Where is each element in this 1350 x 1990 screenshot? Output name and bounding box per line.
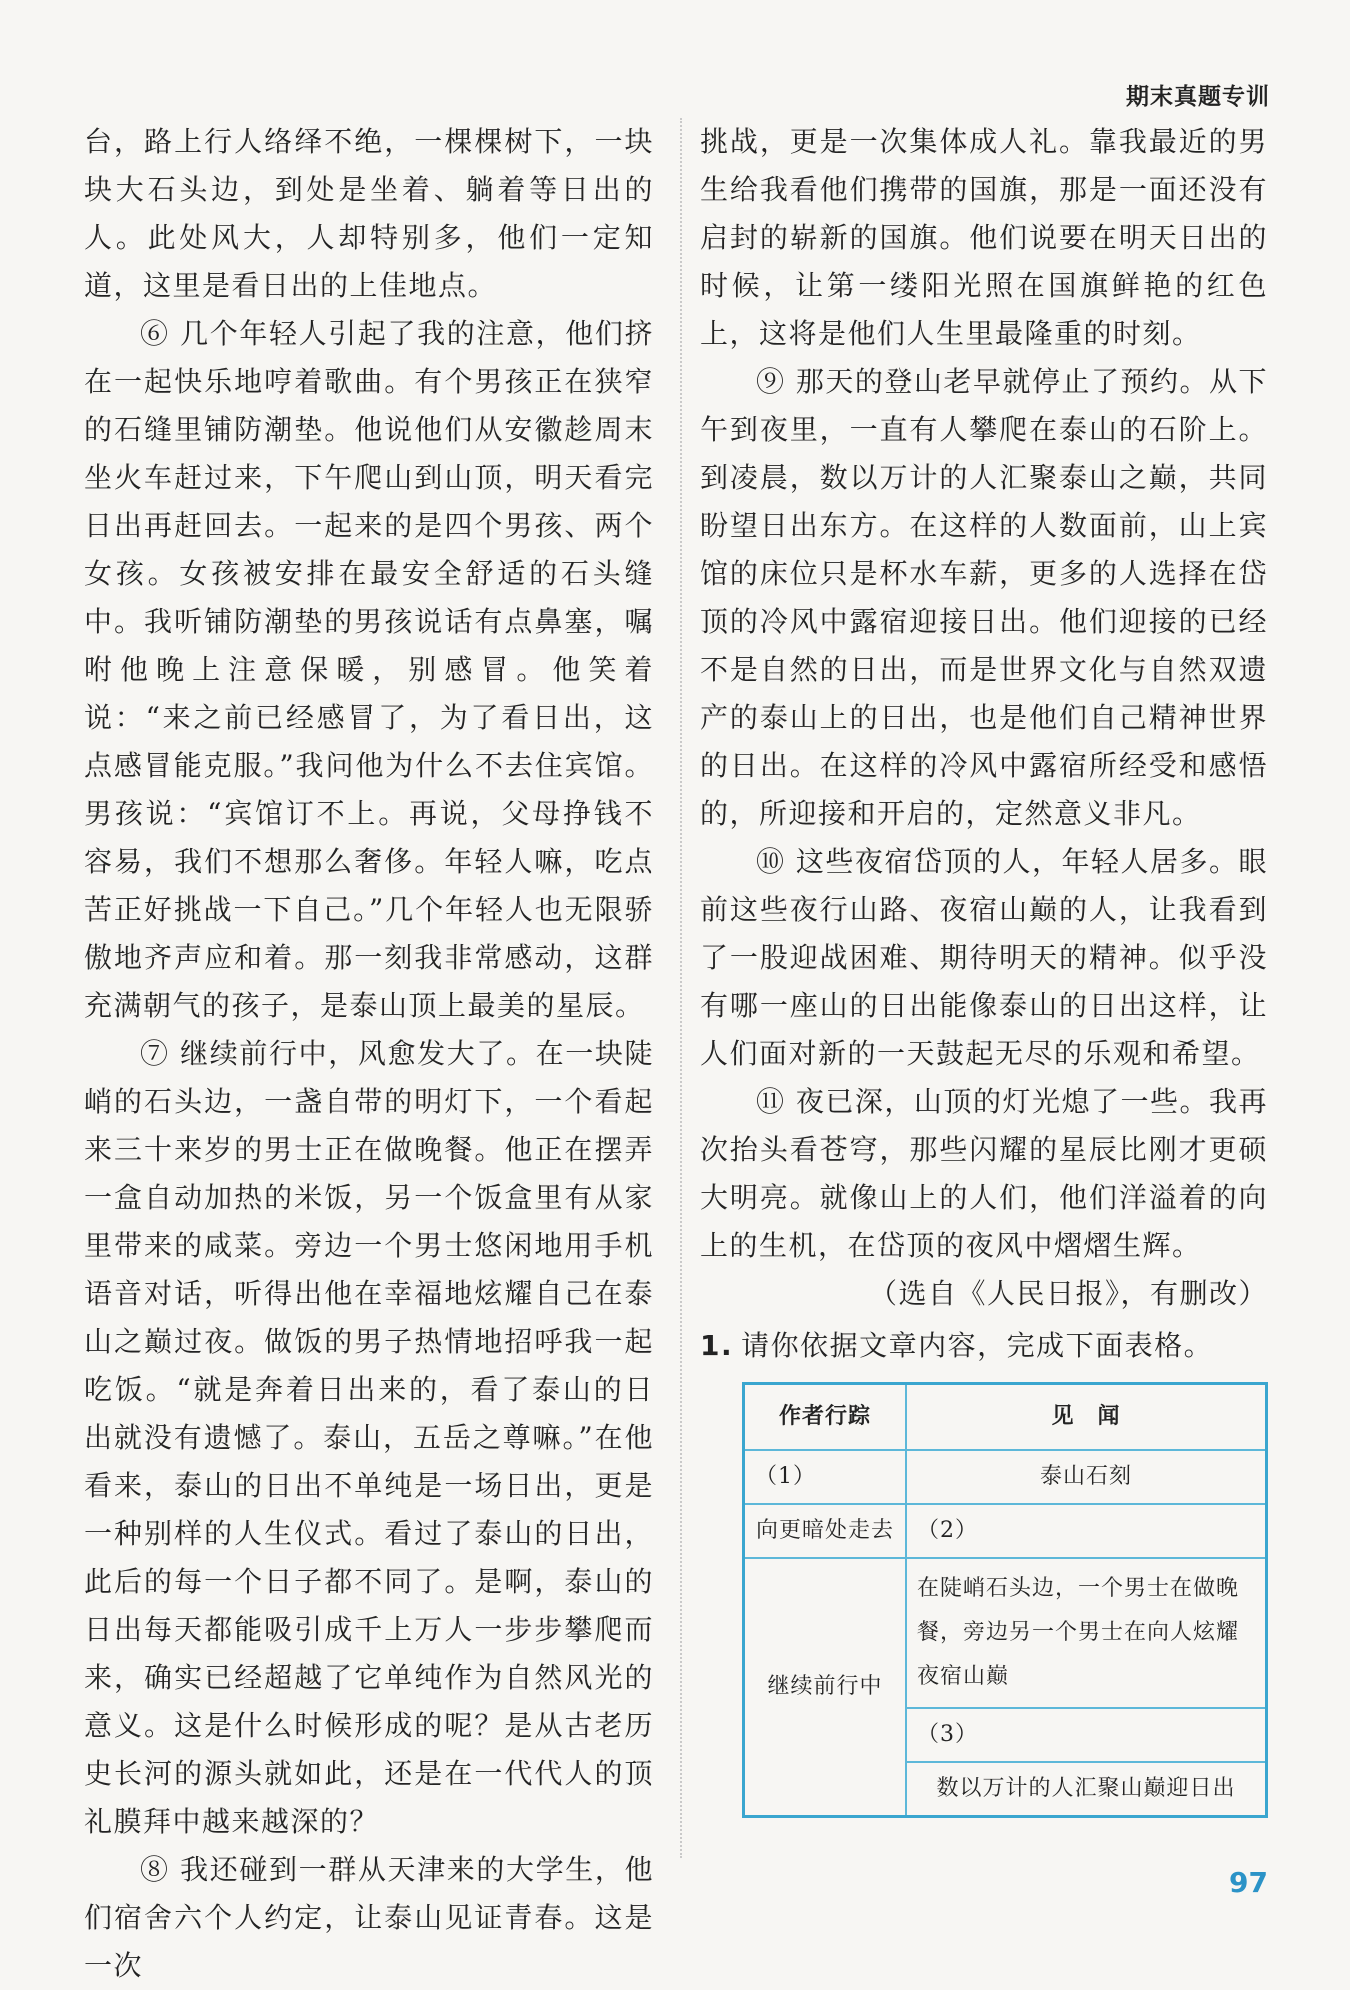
paragraph-7: ⑦ 继续前行中，风愈发大了。在一块陡峭的石头边，一盏自带的明灯下，一个看起来三十来岁的男士正在做晚餐。他正在摆弄一盒自动加热的米饭，另一个饭盒里有从家里带来的咸菜。旁边一个男士悠闲地用手机语音对话，听得出他在幸福地炫耀自己在泰山之巅过夜。做饭的男子热情地招呼我一起吃饭。“就是奔着日出来的，看了泰山的日出就没有遗憾了。泰山，五岳之尊嘛。”在他看来，泰山的日出不单纯是一场日出，更是一种别样的人生仪式。看过了泰山的日出，此后的每一个日子都不同了。是啊，泰山的日出每天都能吸引成千上万人一步步攀爬而来，确实已经超越了它单纯作为自然风光的意义。这是什么时候形成的呢？是从古老历史长河的源头就如此，还是在一代代人的顶礼膜拜中越来越深的？ — [84, 1037, 654, 1838]
paragraph-6: ⑥ 几个年轻人引起了我的注意，他们挤在一起快乐地哼着歌曲。有个男孩正在狭窄的石缝里铺防潮垫。他说他们从安徽趁周末坐火车赶过来，下午爬山到山顶，明天看完日出再赶回去。一起来的是四个男孩、两个女孩。女孩被安排在最安全舒适的石头缝中。我听铺防潮垫的男孩说话有点鼻塞，嘱咐他晚上注意保暖，别感冒。他笑着说：“来之前已经感冒了，为了看日出，这点感冒能克服。”我问他为什么不去住宾馆。男孩说：“宾馆订不上。再说，父母挣钱不容易，我们不想那么奢侈。年轻人嘛，吃点苦正好挑战一下自己。”几个年轻人也无限骄傲地齐声应和着。那一刻我非常感动，这群充满朝气的孩子，是泰山顶上最美的星辰。 — [84, 317, 654, 1022]
table-cell: 向更暗处走去 — [744, 1504, 907, 1558]
table-cell: 数以万计的人汇聚山巅迎日出 — [906, 1762, 1267, 1817]
question-1 — [700, 1322, 1268, 1370]
table-row — [744, 1558, 1267, 1708]
answer-table — [742, 1382, 1268, 1818]
table-row — [744, 1504, 1267, 1558]
question-number: 1. — [700, 1329, 734, 1362]
paragraph-cont: 台，路上行人络绎不绝，一棵棵树下，一块块大石头边，到处是坐着、躺着等日出的人。此处风大，人却特别多，他们一定知道，这里是看日出的上佳地点。 — [84, 125, 654, 302]
page-number: 97 — [1229, 1866, 1268, 1899]
table-cell-blank-2[interactable]: （2） — [906, 1504, 1267, 1558]
table-row — [744, 1450, 1267, 1504]
left-column — [84, 118, 654, 1990]
paragraph-8: ⑧ 我还碰到一群从天津来的大学生，他们宿舍六个人约定，让泰山见证青春。这是一次 — [84, 1853, 654, 1982]
column-divider — [680, 118, 682, 1858]
right-column — [700, 118, 1268, 1818]
paragraph-9: ⑨ 那天的登山老早就停止了预约。从下午到夜里，一直有人攀爬在泰山的石阶上。到凌晨，数以万计的人汇聚泰山之巅，共同盼望日出东方。在这样的人数面前，山上宾馆的床位只是杯水车薪，更多的人选择在岱顶的冷风中露宿迎接日出。他们迎接的已经不是自然的日出，而是世界文化与自然双遗产的泰山上的日出，也是他们自己精神世界的日出。在这样的冷风中露宿所经受和感悟的，所迎接和开启的，定然意义非凡。 — [700, 365, 1268, 830]
table-cell: 在陡峭石头边，一个男士在做晚餐，旁边另一个男士在向人炫耀夜宿山巅 — [906, 1558, 1267, 1708]
table-header-row — [744, 1384, 1267, 1451]
table-header-cell: 作者行踪 — [744, 1384, 907, 1451]
table-cell: 继续前行中 — [744, 1558, 907, 1817]
question-text: 请你依据文章内容，完成下面表格。 — [741, 1329, 1214, 1362]
table-cell-blank-1[interactable]: （1） — [744, 1450, 907, 1504]
table-cell: 泰山石刻 — [906, 1450, 1267, 1504]
paragraph-10: ⑩ 这些夜宿岱顶的人，年轻人居多。眼前这些夜行山路、夜宿山巅的人，让我看到了一股迎战困难、期待明天的精神。似乎没有哪一座山的日出能像泰山的日出这样，让人们面对新的一天鼓起无尽的乐观和希望。 — [700, 845, 1268, 1070]
table-cell-blank-3[interactable]: （3） — [906, 1708, 1267, 1762]
table-header-cell: 见 闻 — [906, 1384, 1267, 1451]
paragraph-11: ⑪ 夜已深，山顶的灯光熄了一些。我再次抬头看苍穹，那些闪耀的星辰比刚才更硕大明亮。就像山上的人们，他们洋溢着的向上的生机，在岱顶的夜风中熠熠生辉。 — [700, 1085, 1268, 1262]
section-header: 期末真题专训 — [1126, 84, 1270, 110]
source-citation: （选自《人民日报》，有删改） — [868, 1277, 1268, 1310]
paragraph-8-cont: 挑战，更是一次集体成人礼。靠我最近的男生给我看他们携带的国旗，那是一面还没有启封的崭新的国旗。他们说要在明天日出的时候，让第一缕阳光照在国旗鲜艳的红色上，这将是他们人生里最隆重的时刻。 — [700, 125, 1268, 350]
